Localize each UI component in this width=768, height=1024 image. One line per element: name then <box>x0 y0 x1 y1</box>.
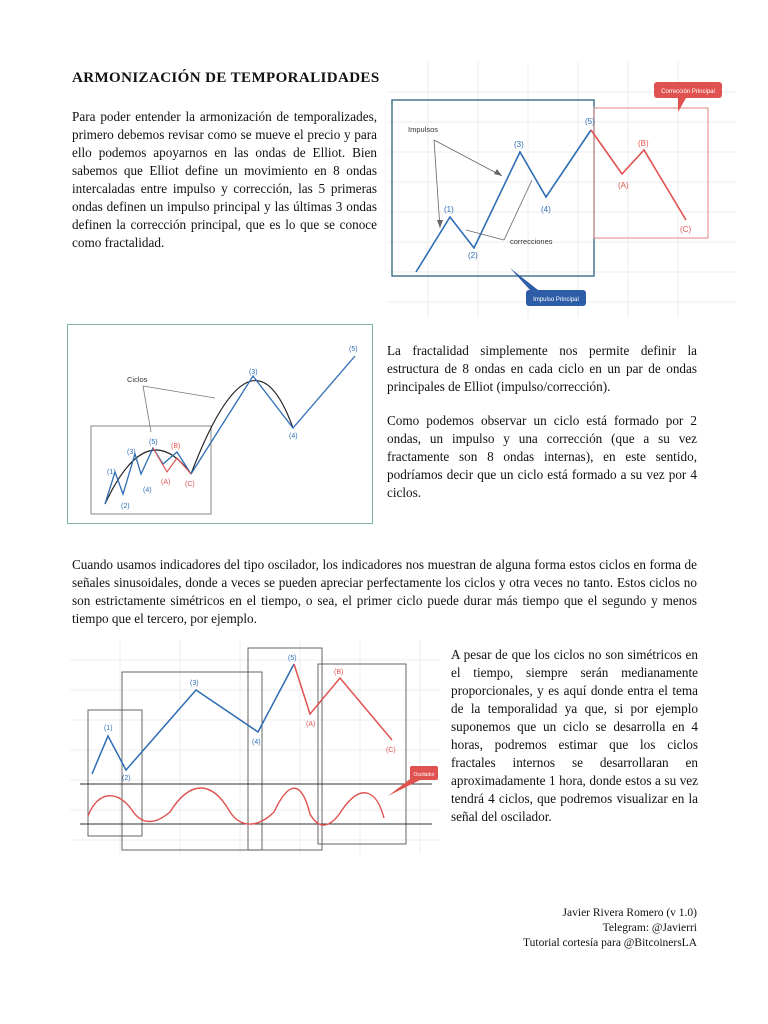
fractalidad-paragraph: La fractalidad simplemente nos permite definir la estructura de 8 ondas en cada ciclo en un par de ondas principales de Elliot (impulso/corrección). Como podemos observar un ciclo está formado por 2 ondas, un impulso y una corrección (que a su vez fractamente son 8 ondas internas), en este sentido, podríamos decir que un ciclo está formado a su vez por 4 ciclos. <box>387 343 697 500</box>
wave-label-4: (4) <box>541 205 551 214</box>
wave-label-3: (3) <box>190 680 199 687</box>
wave-label-3: (3) <box>514 140 524 149</box>
wave-label-a: (A) <box>161 479 171 486</box>
oscillator-figure <box>70 640 440 854</box>
correccion-principal-label: Corrección Principal <box>661 89 715 95</box>
wave-label-4: (4) <box>289 433 298 440</box>
cycle-box-2 <box>122 672 262 850</box>
wave-label-1: (1) <box>104 725 113 732</box>
footer-credits <box>437 906 697 951</box>
wave-label-5: (5) <box>349 346 358 353</box>
inner-wave-2: (2) <box>121 503 130 510</box>
wave-label-c: (C) <box>680 225 692 234</box>
fractal-cycles-figure <box>67 324 373 524</box>
ciclos-label: Ciclos <box>127 375 148 384</box>
wave-label-5: (5) <box>585 117 595 126</box>
impulsos-arrow-2 <box>434 140 502 176</box>
oscillator-signal <box>88 788 384 825</box>
page-title: ARMONIZACIÓN DE TEMPORALIDADES <box>72 70 380 86</box>
correcciones-arrow-1 <box>466 230 504 240</box>
inner-wave-1: (1) <box>107 469 116 476</box>
inner-wave-4: (4) <box>143 487 152 494</box>
inner-wave-5: (5) <box>149 439 158 446</box>
author-name: Javier Rivera Romero (v 1.0) <box>562 907 697 919</box>
wave-label-a: (A) <box>618 181 629 190</box>
wave-label-b: (B) <box>334 669 344 676</box>
cycle-box-4 <box>318 664 406 844</box>
elliott-wave-figure <box>388 62 736 318</box>
wave-label-1: (1) <box>444 205 454 214</box>
wave-label-a: (A) <box>306 721 316 728</box>
wave-label-c: (C) <box>185 481 195 488</box>
impulse-line <box>416 130 591 272</box>
wave-label-3: (3) <box>249 369 258 376</box>
impulsos-arrow-1 <box>434 140 440 228</box>
impulsos-label: Impulsos <box>408 125 439 134</box>
wave-label-4: (4) <box>252 739 261 746</box>
courtesy-line: Tutorial cortesía para @BitcoinersLA <box>523 937 697 949</box>
figure-frame <box>68 325 373 524</box>
inner-wave-3: (3) <box>127 449 136 456</box>
proporcionalidad-paragraph: A pesar de que los ciclos no son simétricos en el tiempo, siempre serán medianamente proporcionales, y es aquí donde entra el tema de la temporalidad ya que, si por ejemplo suponemos que un ciclo se desarrolla en 4 horas, podremos estimar que los ciclos fractales internos se desarrollaran en aproximadamente 1 hora, donde estos a su vez tendrá 4 ciclos, que podremos visualizar en la señal del oscilador. <box>451 647 698 824</box>
wave-label-2: (2) <box>468 251 478 260</box>
oscilador-paragraph: Cuando usamos indicadores del tipo oscilador, los indicadores nos muestran de alguna forma estos ciclos en forma de señales sinusoidales, donde a veces se pueden apreciar perfectamente los ciclos y otra veces no tanto. Estos ciclos no son estrictamente simétricos en el tiempo, o sea, el primer ciclo puede durar más tiempo que el segundo y menos tiempo que el tercero, por ejemplo. <box>72 557 697 626</box>
cycle-box-3 <box>248 648 322 850</box>
wave-label-b: (B) <box>171 443 181 450</box>
intro-paragraph: Para poder entender la armonización de temporalizades, primero debemos revisar como se mueve el precio y para ello podemos apoyarnos en las ondas de Elliot. Bien sabemos que Elliot define un movimiento en 8 ondas intercaladas entre impulso y corrección, las 5 primeras ondas definen un impulso principal y las últimas 3 ondas definen la corrección principal, que es lo que se conoce como fractalidad. <box>72 109 377 250</box>
wave-label-2: (2) <box>122 775 131 782</box>
wave-label-b: (B) <box>638 139 649 148</box>
correction-box <box>594 108 708 238</box>
cycle-box-1 <box>88 710 142 836</box>
impulso-principal-label: Impulso Principal <box>533 297 579 303</box>
oscilador-label: Oscilador <box>413 772 435 778</box>
telegram-handle: Telegram: @Javierri <box>602 922 697 934</box>
wave-label-c: (C) <box>386 747 396 754</box>
correcciones-label: correcciones <box>510 237 553 246</box>
wave-label-5: (5) <box>288 655 297 662</box>
